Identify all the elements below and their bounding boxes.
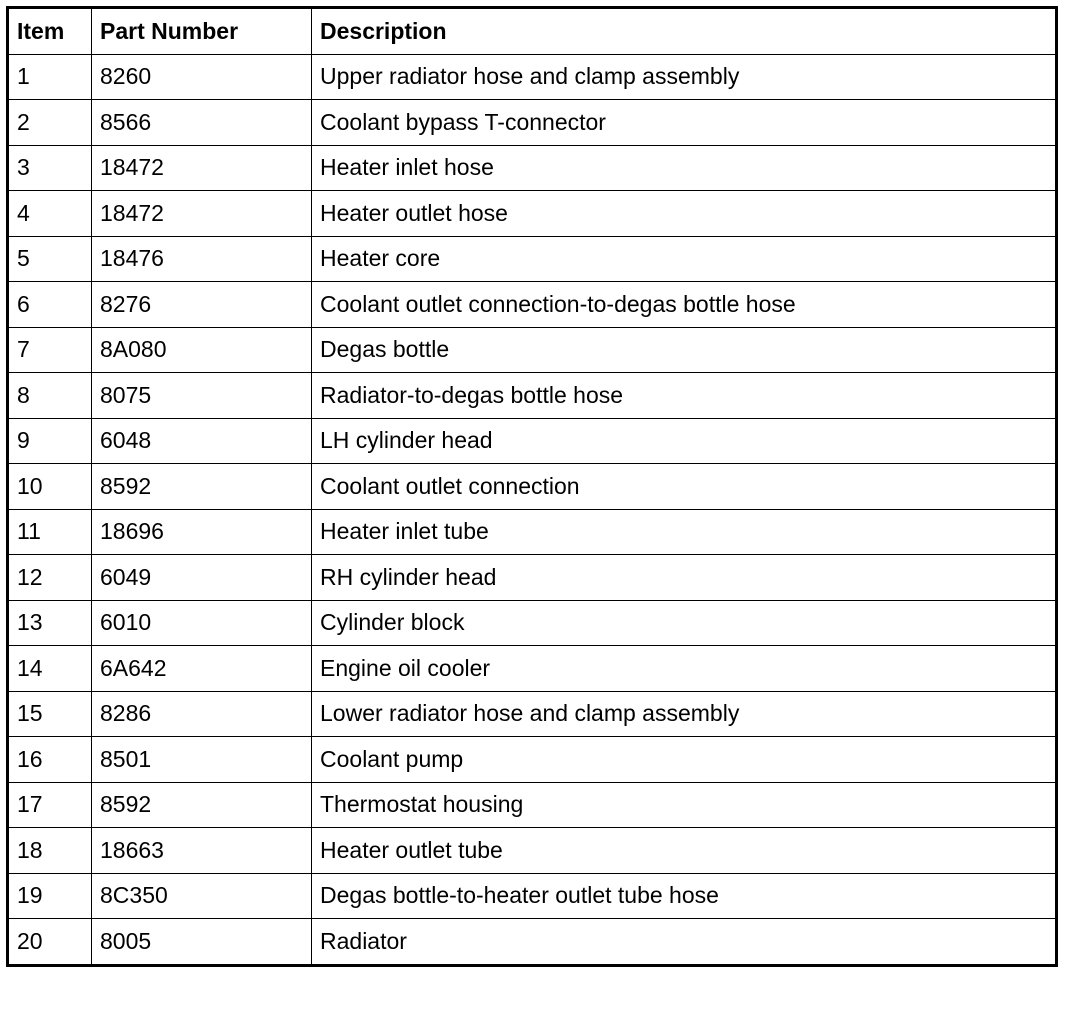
table-row	[8, 327, 1057, 373]
cell-description: Degas bottle-to-heater outlet tube hose	[312, 873, 1057, 919]
cell-part-number: 18472	[92, 191, 312, 237]
cell-part-number: 18472	[92, 145, 312, 191]
cell-item: 10	[8, 464, 92, 510]
cell-description: LH cylinder head	[312, 418, 1057, 464]
cell-description: Cylinder block	[312, 600, 1057, 646]
cell-description: Radiator	[312, 919, 1057, 966]
table-row	[8, 282, 1057, 328]
parts-table	[6, 6, 1058, 967]
cell-part-number: 8260	[92, 54, 312, 100]
cell-part-number: 8501	[92, 737, 312, 783]
cell-item: 19	[8, 873, 92, 919]
table-row	[8, 464, 1057, 510]
cell-item: 20	[8, 919, 92, 966]
cell-item: 2	[8, 100, 92, 146]
table-row	[8, 919, 1057, 966]
cell-part-number: 8276	[92, 282, 312, 328]
cell-description: Degas bottle	[312, 327, 1057, 373]
cell-part-number: 6010	[92, 600, 312, 646]
table-row	[8, 54, 1057, 100]
table-row	[8, 600, 1057, 646]
cell-item: 17	[8, 782, 92, 828]
header-part-number: Part Number	[92, 8, 312, 55]
header-item: Item	[8, 8, 92, 55]
cell-description: Coolant pump	[312, 737, 1057, 783]
table-row	[8, 509, 1057, 555]
cell-description: Thermostat housing	[312, 782, 1057, 828]
table-row	[8, 737, 1057, 783]
cell-part-number: 8C350	[92, 873, 312, 919]
cell-item: 12	[8, 555, 92, 601]
table-row	[8, 691, 1057, 737]
cell-item: 15	[8, 691, 92, 737]
cell-item: 14	[8, 646, 92, 692]
cell-part-number: 8592	[92, 782, 312, 828]
cell-description: Coolant outlet connection	[312, 464, 1057, 510]
table-row	[8, 782, 1057, 828]
cell-description: Heater core	[312, 236, 1057, 282]
table-row	[8, 828, 1057, 874]
cell-item: 4	[8, 191, 92, 237]
cell-description: Heater outlet tube	[312, 828, 1057, 874]
table-row	[8, 418, 1057, 464]
cell-item: 16	[8, 737, 92, 783]
header-description: Description	[312, 8, 1057, 55]
cell-part-number: 8075	[92, 373, 312, 419]
table-header-row	[8, 8, 1057, 55]
cell-part-number: 6049	[92, 555, 312, 601]
cell-item: 18	[8, 828, 92, 874]
cell-description: Upper radiator hose and clamp assembly	[312, 54, 1057, 100]
cell-item: 8	[8, 373, 92, 419]
table-row	[8, 373, 1057, 419]
cell-description: Radiator-to-degas bottle hose	[312, 373, 1057, 419]
cell-part-number: 18663	[92, 828, 312, 874]
cell-item: 5	[8, 236, 92, 282]
table-row	[8, 873, 1057, 919]
table-body	[8, 54, 1057, 965]
cell-item: 11	[8, 509, 92, 555]
cell-part-number: 18696	[92, 509, 312, 555]
cell-item: 7	[8, 327, 92, 373]
cell-description: Heater outlet hose	[312, 191, 1057, 237]
table-row	[8, 100, 1057, 146]
cell-description: Coolant bypass T-connector	[312, 100, 1057, 146]
table-row	[8, 145, 1057, 191]
cell-part-number: 8A080	[92, 327, 312, 373]
cell-description: Coolant outlet connection-to-degas bottle hose	[312, 282, 1057, 328]
cell-description: Heater inlet hose	[312, 145, 1057, 191]
table-row	[8, 191, 1057, 237]
cell-part-number: 8592	[92, 464, 312, 510]
cell-description: Lower radiator hose and clamp assembly	[312, 691, 1057, 737]
cell-item: 3	[8, 145, 92, 191]
cell-item: 9	[8, 418, 92, 464]
table-row	[8, 646, 1057, 692]
cell-part-number: 8005	[92, 919, 312, 966]
cell-part-number: 8286	[92, 691, 312, 737]
table-row	[8, 236, 1057, 282]
table-row	[8, 555, 1057, 601]
cell-item: 13	[8, 600, 92, 646]
cell-part-number: 8566	[92, 100, 312, 146]
cell-part-number: 18476	[92, 236, 312, 282]
cell-description: RH cylinder head	[312, 555, 1057, 601]
cell-part-number: 6048	[92, 418, 312, 464]
cell-item: 1	[8, 54, 92, 100]
cell-part-number: 6A642	[92, 646, 312, 692]
cell-item: 6	[8, 282, 92, 328]
cell-description: Engine oil cooler	[312, 646, 1057, 692]
cell-description: Heater inlet tube	[312, 509, 1057, 555]
